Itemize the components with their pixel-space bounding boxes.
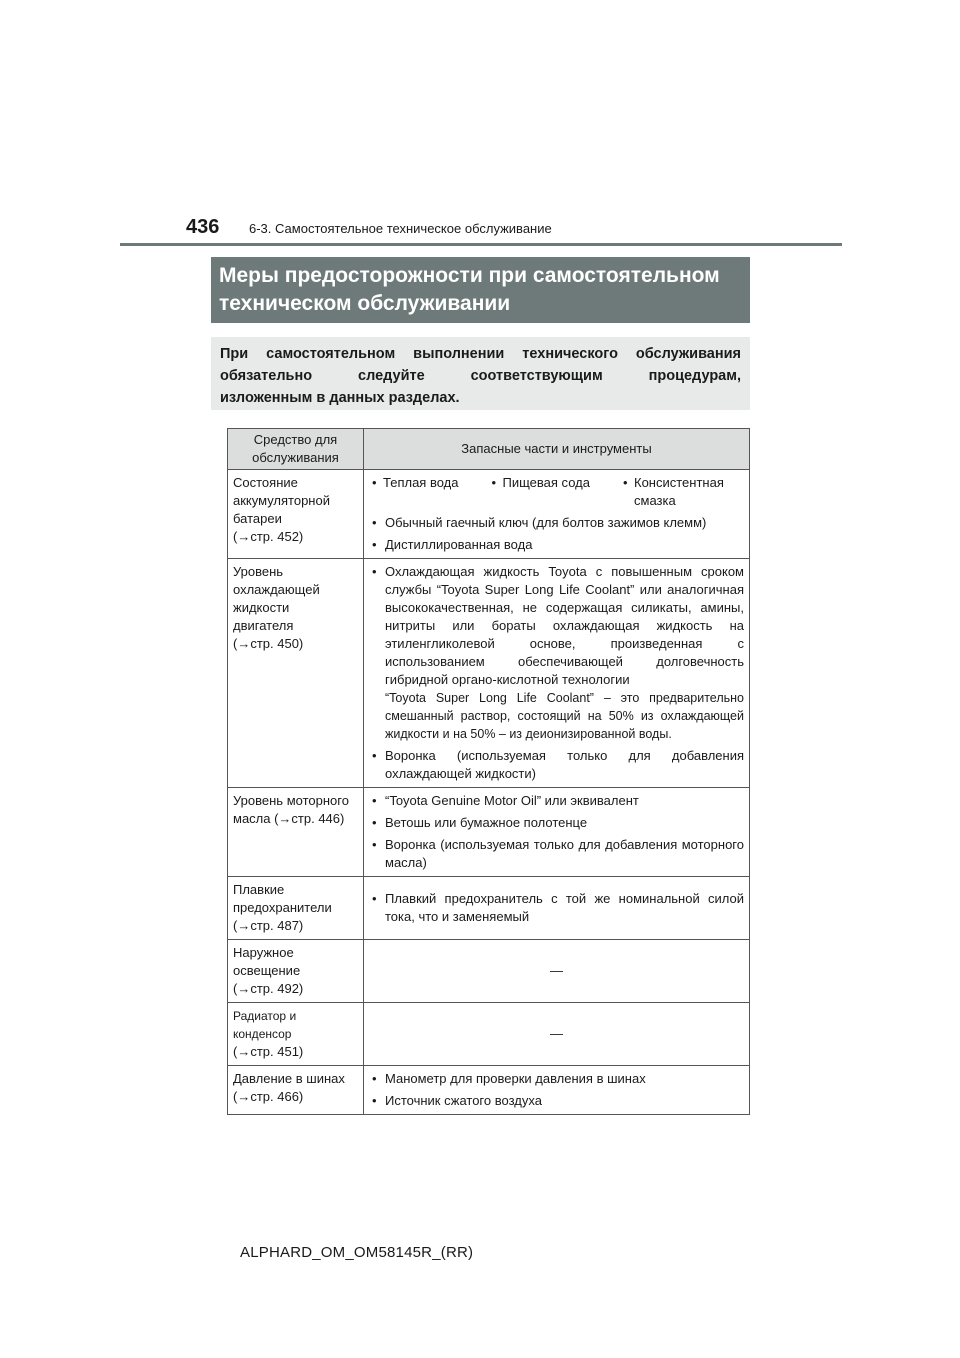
table-row [228, 1066, 750, 1115]
list-item: • Ветошь или бумажное полотенце [369, 814, 744, 832]
empty-dash: — [364, 1003, 750, 1066]
col-header-parts: Запасные части и инструменты [364, 429, 750, 470]
empty-dash: — [364, 940, 750, 1003]
list-item: • Источник сжатого воздуха [369, 1092, 744, 1110]
row-condition: Уровень моторного масла (→стр. 446) [228, 788, 364, 877]
list-item: • Дистиллированная вода [369, 536, 744, 554]
page-title-line-1: Меры предосторожности при самостоятельном [219, 264, 720, 287]
items-inline: • Теплая вода • Пищевая сода • Консистентная смазка [369, 474, 744, 510]
page-header [186, 216, 552, 239]
table-row [228, 470, 750, 559]
list-item: • Охлаждающая жидкость Toyota с повышенным сроком службы “Toyota Super Long Life Coolant” или аналогичная высококачественная, не содержащая силикаты, амины, нитриты или бораты охлаждающая жидкость на этиленгликолевой основе, произведенная с использованием обеспечивающей долговечность гибридной органо-кислотной технологии “Toyota Super Long Life Coolant” – это предварительно смешанный раствор, состоящий на 50% из охлаждающей жидкости и на 50% – из деионизированной воды. [369, 563, 744, 743]
intro-box [211, 337, 750, 410]
document-code: ALPHARD_OM_OM58145R_(RR) [240, 1244, 474, 1261]
intro-line-2: обязательно следуйте соответствующим процедурам, [220, 368, 741, 384]
list-item: • Манометр для проверки давления в шинах [369, 1070, 744, 1088]
row-condition: Давление в шинах (→стр. 466) [228, 1066, 364, 1115]
table-row [228, 559, 750, 788]
list-item: • Воронка (используемая только для добавления моторного масла) [369, 836, 744, 872]
intro-line-1: При самостоятельном выполнении технического обслуживания [220, 346, 741, 362]
table-row [228, 940, 750, 1003]
note-text: “Toyota Super Long Life Coolant” – это предварительно смешанный раствор, состоящий на 50% из охлаждающей жидкости и на 50% – из деионизированной воды. [385, 691, 744, 741]
col-header-service: Средство для обслуживания [228, 429, 364, 470]
table-row [228, 788, 750, 877]
row-condition: Плавкие предохранители (→стр. 487) [228, 877, 364, 940]
list-item: • Плавкий предохранитель с той же номинальной силой тока, что и заменяемый [369, 890, 744, 926]
page-title [211, 257, 750, 323]
row-condition: Радиатор и конденсор (→стр. 451) [228, 1003, 364, 1066]
row-items [364, 877, 750, 940]
list-item: • Обычный гаечный ключ (для болтов зажимов клемм) [369, 514, 744, 532]
table-row [228, 1003, 750, 1066]
section-title: 6-3. Самостоятельное техническое обслуживание [249, 221, 552, 236]
row-items [364, 1066, 750, 1115]
list-item: • Воронка (используемая только для добавления охлаждающей жидкости) [369, 747, 744, 783]
row-condition: Уровень охлаждающей жидкости двигателя (→стр. 450) [228, 559, 364, 788]
row-condition: Состояние аккумуляторной батареи (→стр. 452) [228, 470, 364, 559]
page-number: 436 [186, 216, 220, 238]
row-items [364, 788, 750, 877]
list-item: • “Toyota Genuine Motor Oil” или эквивалент [369, 792, 744, 810]
row-items [364, 559, 750, 788]
intro-line-3: изложенным в данных разделах. [220, 390, 460, 406]
table-row [228, 877, 750, 940]
row-items [364, 470, 750, 559]
tools-table [227, 428, 750, 1115]
table-header-row [228, 429, 750, 470]
header-rule [120, 243, 842, 246]
page-title-line-2: техническом обслуживании [219, 292, 511, 315]
row-condition: Наружное освещение (→стр. 492) [228, 940, 364, 1003]
